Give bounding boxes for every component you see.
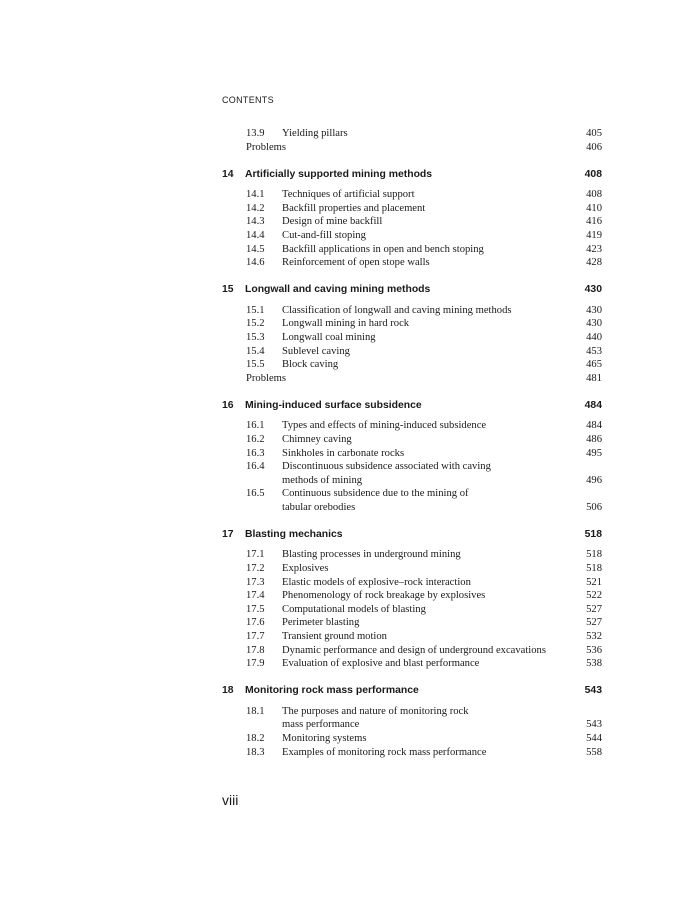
section-number: 16.4	[246, 461, 265, 473]
section-title: Design of mine backfill	[282, 216, 383, 228]
chapter-title: Monitoring rock mass performance	[245, 685, 419, 697]
section-title: Blasting processes in underground mining	[282, 549, 461, 561]
toc-entry[interactable]	[222, 372, 602, 386]
page-folio: viii	[222, 792, 239, 808]
toc-entry[interactable]	[222, 576, 602, 590]
page-number: 453	[586, 345, 602, 357]
page-number: 543	[586, 719, 602, 731]
toc-entry[interactable]	[222, 644, 602, 658]
page-number: 408	[586, 189, 602, 201]
section-title: Phenomenology of rock breakage by explosives	[282, 590, 486, 602]
page-number: 419	[586, 229, 602, 241]
page-number: 484	[586, 420, 602, 432]
page-number: 527	[586, 617, 602, 629]
toc-entry[interactable]	[222, 433, 602, 447]
toc-entry[interactable]	[222, 630, 602, 644]
section-title: Computational models of blasting	[282, 603, 426, 615]
chapter-page: 518	[584, 528, 602, 540]
section-title: Yielding pillars	[282, 128, 348, 139]
section-title: Techniques of artificial support	[282, 189, 415, 201]
toc-entry[interactable]	[222, 229, 602, 243]
page-number: 406	[586, 141, 602, 153]
chapter-page: 430	[584, 284, 602, 296]
section-title: Discontinuous subsidence associated with caving	[282, 461, 491, 473]
page-number: 558	[586, 746, 602, 758]
section-number: 15.5	[246, 359, 265, 371]
section-number: 16.1	[246, 420, 265, 432]
section-title: mass performance	[282, 719, 360, 731]
page-number: 496	[586, 474, 602, 486]
section-title: Block caving	[282, 359, 339, 371]
section-number: 17.9	[246, 658, 265, 670]
section-number: 18.1	[246, 705, 265, 717]
section-number: 13.9	[246, 128, 265, 139]
toc-entry[interactable]	[222, 141, 602, 155]
section-title: Sublevel caving	[282, 345, 350, 357]
section-number: 18.2	[246, 733, 265, 744]
section-title: Reinforcement of open stope walls	[282, 257, 430, 269]
section-title: Elastic models of explosive–rock interaction	[282, 576, 471, 588]
chapter-title: Artificially supported mining methods	[245, 168, 433, 180]
page-number: 423	[586, 243, 602, 255]
section-number: 14.6	[246, 257, 265, 269]
section-title: Classification of longwall and caving mining methods	[282, 304, 512, 316]
section-number: 17.1	[246, 549, 265, 561]
chapter-heading[interactable]	[222, 528, 602, 542]
section-number: 17.5	[246, 603, 265, 615]
table-of-contents	[222, 127, 602, 759]
toc-entry[interactable]	[222, 746, 602, 760]
toc-entry[interactable]	[222, 474, 602, 488]
page-number: 428	[586, 257, 602, 269]
page-number: 495	[586, 447, 602, 459]
section-title: The purposes and nature of monitoring rock	[282, 705, 469, 717]
page-number: 465	[586, 359, 602, 371]
toc-entry[interactable]	[222, 616, 602, 630]
section-title: Examples of monitoring rock mass performance	[282, 746, 487, 758]
toc-entry[interactable]	[222, 358, 602, 372]
page-number: 527	[586, 603, 602, 615]
toc-entry[interactable]	[222, 548, 602, 562]
toc-entry[interactable]	[222, 256, 602, 270]
toc-entry[interactable]	[222, 487, 602, 501]
toc-entry[interactable]	[222, 603, 602, 617]
toc-entry[interactable]	[222, 657, 602, 671]
section-title: Longwall coal mining	[282, 331, 376, 343]
section-number: 16.5	[246, 488, 265, 500]
toc-entry[interactable]	[222, 589, 602, 603]
section-title: Dynamic performance and design of underground excavations	[282, 644, 546, 656]
chapter-page: 408	[584, 168, 602, 180]
section-number: 17.2	[246, 563, 265, 575]
section-number: 16.2	[246, 433, 265, 445]
section-number: 15.4	[246, 345, 265, 357]
chapter-number: 17	[222, 528, 234, 540]
section-number: 18.3	[246, 746, 265, 758]
section-number: 16.3	[246, 447, 265, 459]
section-title: Problems	[246, 372, 287, 384]
chapter-heading[interactable]	[222, 283, 602, 297]
section-title: Continuous subsidence due to the mining of	[282, 488, 469, 500]
chapter-title: Mining-induced surface subsidence	[245, 399, 422, 411]
section-title: Backfill properties and placement	[282, 202, 426, 214]
section-title: Problems	[246, 141, 287, 153]
page-number: 430	[586, 318, 602, 330]
section-title: Explosives	[282, 563, 329, 575]
page-number: 430	[586, 304, 602, 316]
section-title: Transient ground motion	[282, 631, 387, 643]
section-title: Perimeter blasting	[282, 617, 360, 629]
section-number: 17.4	[246, 590, 265, 602]
toc-entry[interactable]	[222, 202, 602, 216]
chapter-number: 16	[222, 399, 234, 411]
section-title: Longwall mining in hard rock	[282, 318, 410, 330]
page-number: 538	[586, 658, 602, 670]
toc-entry[interactable]	[222, 732, 602, 746]
toc-entry[interactable]	[222, 304, 602, 318]
section-number: 14.3	[246, 216, 265, 228]
chapter-heading[interactable]	[222, 399, 602, 413]
section-number: 14.4	[246, 229, 265, 241]
page-number: 536	[586, 644, 602, 656]
section-title: Types and effects of mining-induced subsidence	[282, 420, 487, 432]
section-title: Evaluation of explosive and blast performance	[282, 658, 480, 670]
section-title: Backfill applications in open and bench stoping	[282, 243, 484, 255]
page-number: 521	[586, 576, 602, 588]
section-number: 17.7	[246, 631, 265, 643]
section-number: 15.2	[246, 318, 265, 330]
page-number: 522	[586, 590, 602, 602]
page-number: 506	[586, 501, 602, 513]
section-number: 17.8	[246, 644, 265, 656]
toc-entry[interactable]	[222, 317, 602, 331]
chapter-heading[interactable]	[222, 168, 602, 182]
page-number: 544	[586, 733, 602, 744]
page-number: 518	[586, 563, 602, 575]
toc-entry[interactable]	[222, 215, 602, 229]
chapter-title: Longwall and caving mining methods	[245, 284, 431, 296]
section-title: tabular orebodies	[282, 501, 356, 513]
page-number: 532	[586, 631, 602, 643]
section-title: Chimney caving	[282, 433, 352, 445]
page-number: 440	[586, 331, 602, 343]
section-number: 15.3	[246, 331, 265, 343]
toc-entry[interactable]	[222, 188, 602, 202]
page-number: 518	[586, 549, 602, 561]
running-header: CONTENTS	[222, 95, 274, 105]
section-number: 17.6	[246, 617, 265, 629]
section-number: 14.1	[246, 189, 265, 201]
chapter-title: Blasting mechanics	[245, 528, 343, 540]
toc-entry[interactable]	[222, 331, 602, 345]
section-number: 15.1	[246, 304, 265, 316]
section-title: Monitoring systems	[282, 733, 367, 744]
page-number: 416	[586, 216, 602, 228]
section-number: 14.5	[246, 243, 265, 255]
section-title: methods of mining	[282, 474, 363, 486]
chapter-page: 484	[584, 399, 602, 411]
toc-entry[interactable]	[222, 718, 602, 732]
section-title: Sinkholes in carbonate rocks	[282, 447, 405, 459]
toc-entry[interactable]	[222, 345, 602, 359]
page-number: 486	[586, 433, 602, 445]
chapter-number: 15	[222, 284, 234, 296]
toc-entry[interactable]	[222, 447, 602, 461]
chapter-number: 18	[222, 685, 234, 697]
section-title: Cut-and-fill stoping	[282, 229, 366, 241]
toc-entry[interactable]	[222, 705, 602, 719]
chapter-heading[interactable]	[222, 684, 602, 698]
toc-entry[interactable]	[222, 127, 602, 141]
toc-entry[interactable]	[222, 419, 602, 433]
page-number: 410	[586, 202, 602, 214]
chapter-page: 543	[584, 685, 602, 697]
toc-entry[interactable]	[222, 562, 602, 576]
chapter-number: 14	[222, 168, 234, 180]
section-number: 17.3	[246, 576, 265, 588]
page-number: 405	[586, 128, 602, 139]
section-number: 14.2	[246, 202, 265, 214]
toc-entry[interactable]	[222, 460, 602, 474]
page-number: 481	[586, 372, 602, 384]
toc-entry[interactable]	[222, 243, 602, 257]
toc-entry[interactable]	[222, 501, 602, 515]
